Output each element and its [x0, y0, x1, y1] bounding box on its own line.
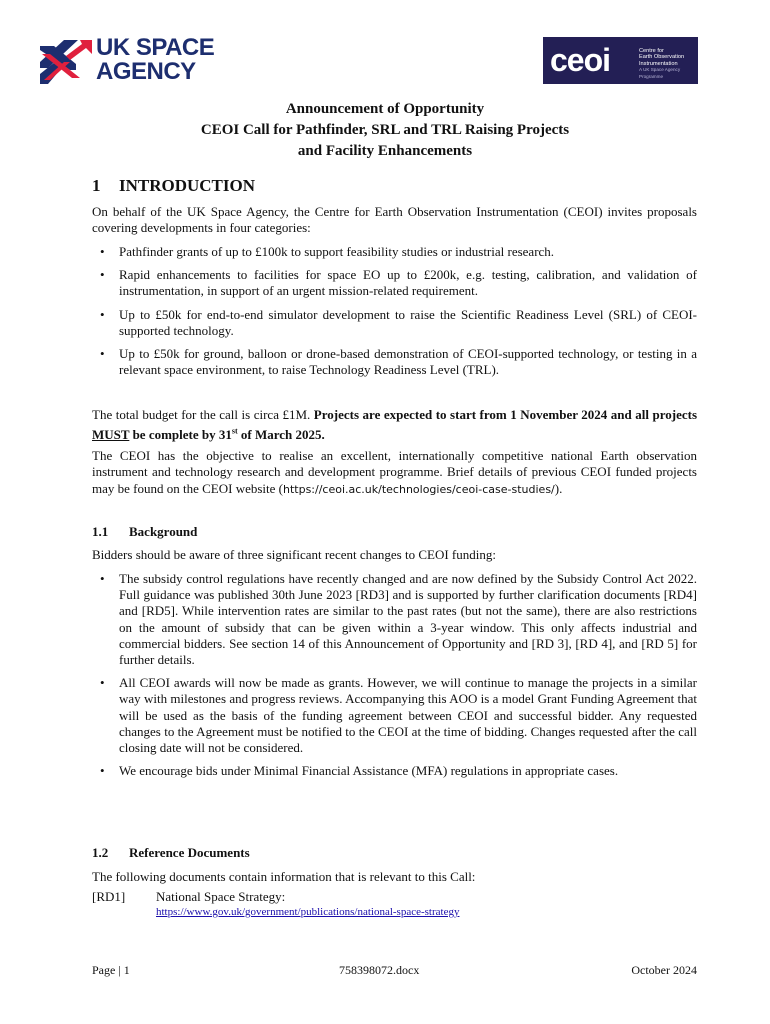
title-line-1: Announcement of Opportunity: [285, 101, 485, 117]
reference-title: National Space Strategy:: [156, 889, 286, 904]
list-item: • Up to £50k for end-to-end simulator development to raise the Scientific Readiness Level (SRL) of CEOI-supported technology.: [92, 307, 697, 339]
document-title: [0, 99, 770, 162]
budget-paragraph: The total budget for the call is circa £1M. Projects are expected to start from 1 November 2024 and all projects MUST be complete by 31st of March 2025.: [92, 407, 698, 442]
section-1-heading: 1 INTRODUCTION: [92, 176, 256, 195]
footer-date: October 2024: [631, 963, 697, 977]
uk-space-agency-wordmark: UK SPACE AGENCY: [96, 34, 215, 85]
section-1-1-heading: 1.1 Background: [92, 524, 198, 539]
references-intro: The following documents contain information that is relevant to this Call:: [92, 869, 476, 884]
national-space-strategy-link[interactable]: https://www.gov.uk/government/publications/national-space-strategy: [156, 906, 460, 918]
reference-rd1: [92, 889, 697, 905]
objective-paragraph: The CEOI has the objective to realise an excellent, internationally competitive national Earth observation instrument and technology research and development programme. Brief details of previous CEOI funded projects may be found on the CEOI website (https://ceoi.ac.uk/technologies/ceoi-case-studies/).: [92, 448, 697, 496]
ceoi-logo-subtitle: Centre for Earth Observation Instrumentation A UK Space Agency Programme: [639, 48, 685, 79]
title-line-2: CEOI Call for Pathfinder, SRL and TRL Raising Projects: [200, 122, 570, 138]
uk-space-agency-logo: [40, 36, 230, 88]
reference-code: [RD1]: [92, 889, 126, 904]
title-line-3: and Facility Enhancements: [297, 143, 473, 159]
funding-changes-list: [92, 571, 697, 779]
background-intro: Bidders should be aware of three significant recent changes to CEOI funding:: [92, 547, 496, 562]
ceoi-wordmark: ceoi: [550, 42, 611, 78]
list-item: • Rapid enhancements to facilities for space EO up to £200k, e.g. testing, calibration, and validation of instrumentation, in support of an urgent mission-related requirement.: [92, 267, 697, 299]
list-item: • Up to £50k for ground, balloon or drone-based demonstration of CEOI-supported technology, or testing in a relevant space environment, to raise Technology Readiness Level (TRL).: [92, 346, 697, 378]
ceoi-logo: [543, 37, 698, 84]
list-item: • All CEOI awards will now be made as grants. However, we will continue to manage the projects in a similar way with milestones and progress reviews. Accompanying this AOO is a model Grant Funding Agreement that will be used as the basis of the funding agreement between CEOI and successful bidder. Any requested changes to the Agreement must be notified to the CEOI at the time of bidding. Changes requested after the call closing date will not be considered.: [92, 675, 697, 756]
list-item: • Pathfinder grants of up to £100k to support feasibility studies or industrial research.: [92, 244, 697, 260]
union-flag-arrow-icon: [40, 40, 92, 84]
ceoi-case-studies-url: https://ceoi.ac.uk/technologies/ceoi-case-studies/: [282, 482, 555, 496]
section-1-2-heading: 1.2 Reference Documents: [92, 845, 250, 860]
list-item: • We encourage bids under Minimal Financial Assistance (MFA) regulations in appropriate cases.: [92, 763, 697, 779]
list-item: • The subsidy control regulations have recently changed and are now defined by the Subsidy Control Act 2022. Full guidance was published 30th June 2023 [RD3] and is supported by further clarification documents [RD4] and [RD5]. While intervention rates are similar to the past rates (but not the same), there are also restrictions on the amount of subsidy that can be given within a 3-year window. This only affects industrial and commercial bidders. See section 14 of this Announcement of Opportunity and [RD 3], [RD 4], and [RD 5] for further details.: [92, 571, 697, 668]
categories-list: [92, 244, 697, 378]
footer-filename: 758398072.docx: [339, 963, 420, 977]
intro-paragraph: On behalf of the UK Space Agency, the Centre for Earth Observation Instrumentation (CEOI) invites proposals covering developments in four categories:: [92, 204, 697, 236]
footer-page-number: Page | 1: [92, 963, 130, 977]
